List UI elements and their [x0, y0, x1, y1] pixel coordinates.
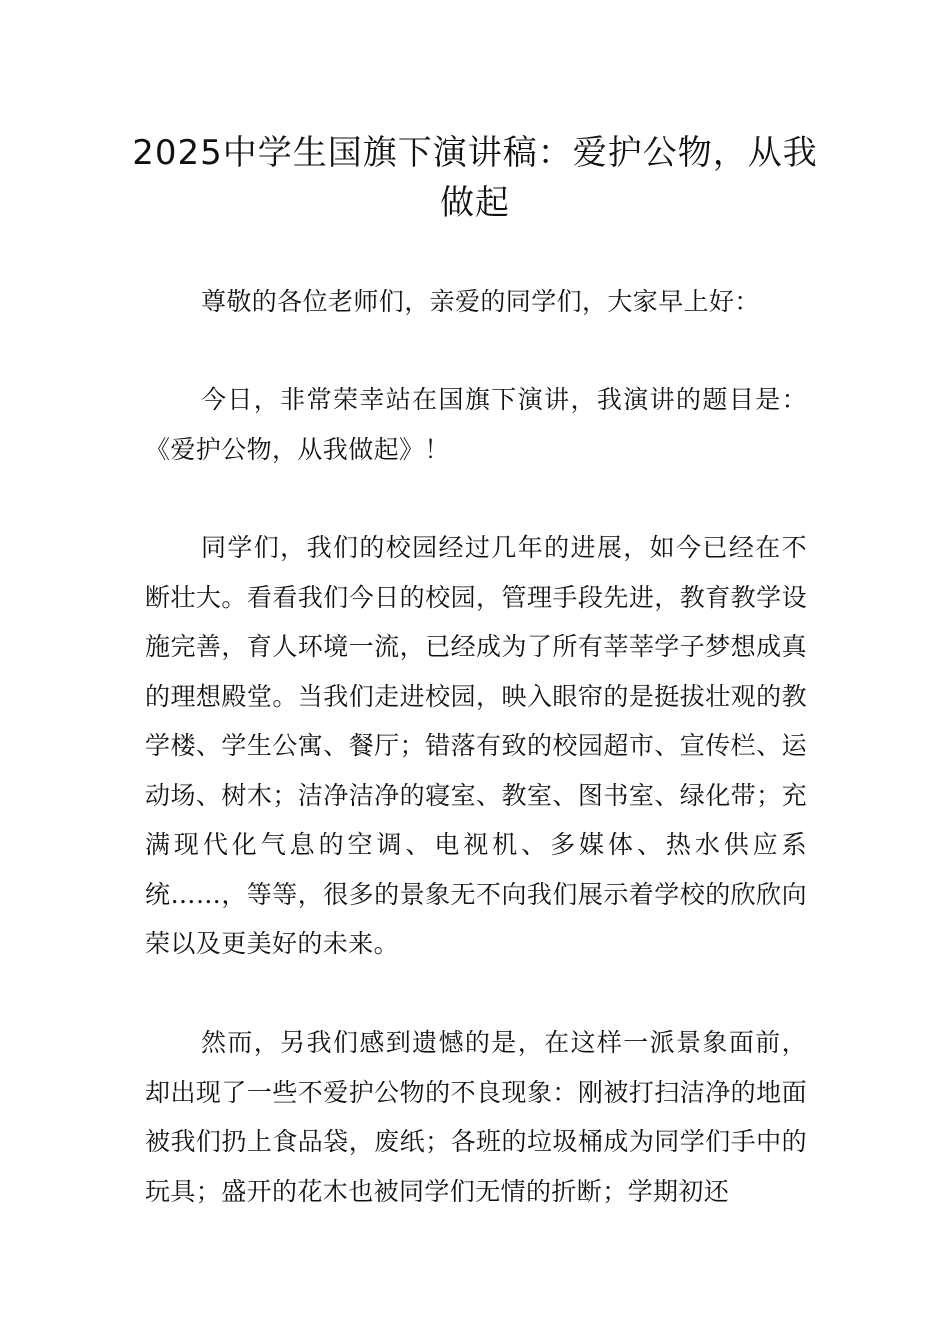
greeting-paragraph: 尊敬的各位老师们，亲爱的同学们，大家早上好： [201, 287, 760, 316]
problem-paragraph: 然而，另我们感到遗憾的是，在这样一派景象面前，却出现了一些不爱护公物的不良现象：刚被打扫洁净的地面被我们扔上食品袋，废纸；各班的垃圾桶成为同学们手中的玩具；盛开的花木也被同学们无情的折断；学期初还 [145, 1028, 807, 1206]
campus-description-paragraph: 同学们，我们的校园经过几年的进展，如今已经在不断壮大。看看我们今日的校园，管理手段先进，教育教学设施完善，育人环境一流，已经成为了所有莘莘学子梦想成真的理想殿堂。当我们走进校园，映入眼帘的是挺拔壮观的教学楼、学生公寓、餐厅；错落有致的校园超市、宣传栏、运动场、树木；洁净洁净的寝室、教室、图书室、绿化带；充满现代化气息的空调、电视机、多媒体、热水供应系统……，等等，很多的景象无不向我们展示着学校的欣欣向荣以及更美好的未来。 [145, 533, 807, 958]
intro-paragraph: 今日，非常荣幸站在国旗下演讲，我演讲的题目是：《爱护公物，从我做起》！ [145, 385, 807, 464]
document-title: 2025中学生国旗下演讲稿：爱护公物，从我做起 [132, 133, 818, 223]
